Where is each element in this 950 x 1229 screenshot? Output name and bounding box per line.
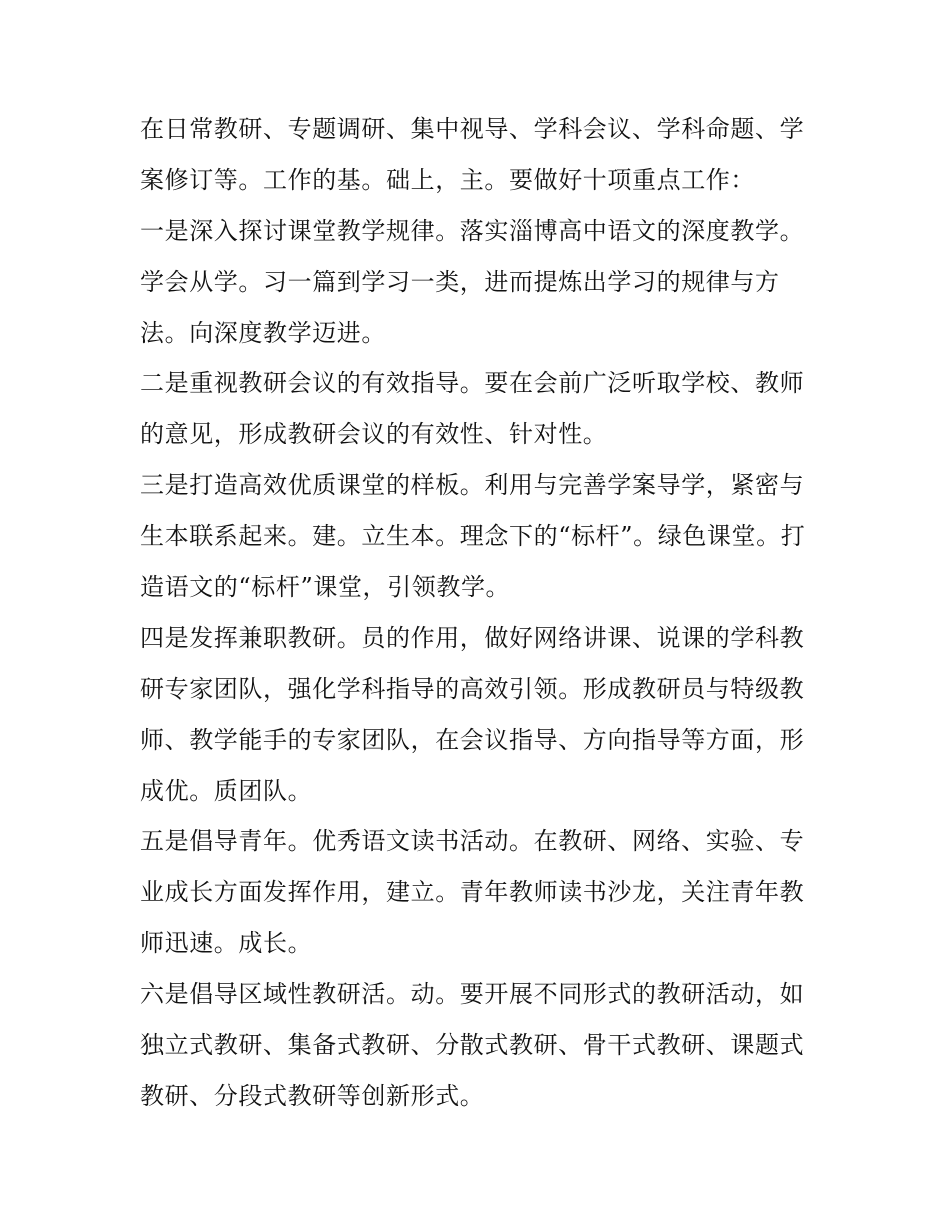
text-line: 生本联系起来。建。立生本。理念下的“标杆”。绿色课堂。打 xyxy=(140,522,806,551)
text-line: 在日常教研、专题调研、集中视导、学科会议、学科命题、学 xyxy=(140,115,805,143)
document-body xyxy=(140,104,820,1122)
text-line: 二是重视教研会议的有效指导。要在会前广泛听取学校、教师 xyxy=(140,369,805,398)
text-line: 成优。质团队。 xyxy=(140,776,313,805)
text-line: 案修订等。工作的基。础上，主。要做好十项重点工作： xyxy=(140,165,755,194)
text-line: 四是发挥兼职教研。员的作用，做好网络讲课、说课的学科教 xyxy=(140,623,805,652)
text-line: 五是倡导青年。优秀语文读书活动。在教研、网络、实验、专 xyxy=(140,827,805,856)
text-line: 学会从学。习一篇到学习一类，进而提炼出学习的规律与方 xyxy=(140,267,780,296)
text-line: 六是倡导区域性教研活。动。要开展不同形式的教研活动，如 xyxy=(140,980,805,1009)
text-line: 教研、分段式教研等创新形式。 xyxy=(140,1081,485,1110)
text-line: 一是深入探讨课堂教学规律。落实淄博高中语文的深度教学。 xyxy=(140,216,805,245)
text-line: 三是打造高效优质课堂的样板。利用与完善学案导学，紧密与 xyxy=(140,471,805,500)
text-line: 的意见，形成教研会议的有效性、针对性。 xyxy=(140,420,608,449)
text-line: 师迅速。成长。 xyxy=(140,929,313,958)
text-line: 造语文的“标杆”课堂，引领教学。 xyxy=(140,573,511,602)
text-line: 师、教学能手的专家团队，在会议指导、方向指导等方面，形 xyxy=(140,725,805,754)
text-line: 研专家团队，强化学科指导的高效引领。形成教研员与特级教 xyxy=(140,674,805,703)
text-line: 法。向深度教学迈进。 xyxy=(140,318,386,347)
text-line: 独立式教研、集备式教研、分散式教研、骨干式教研、课题式 xyxy=(140,1031,805,1060)
text-line: 业成长方面发挥作用，建立。青年教师读书沙龙，关注青年教 xyxy=(140,878,805,907)
